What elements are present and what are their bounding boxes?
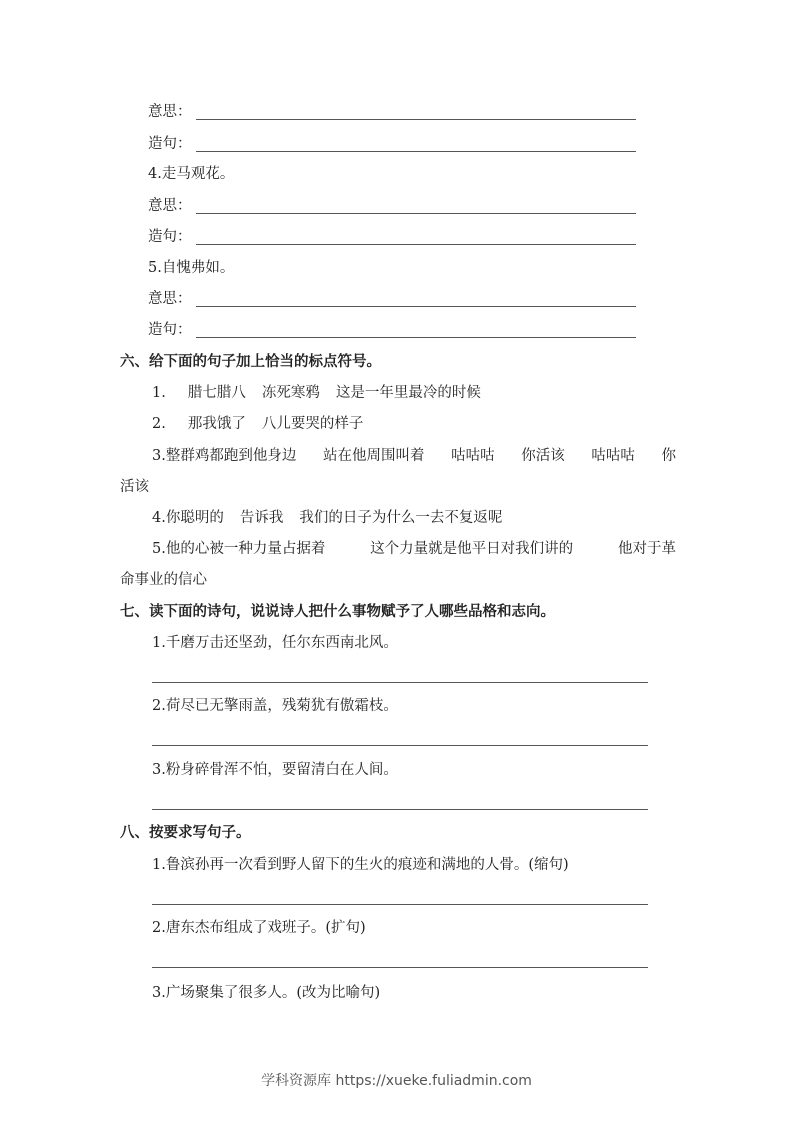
answer-line — [196, 306, 636, 307]
answer-line — [152, 809, 648, 810]
s6-item-3-cont: 活该 — [120, 479, 149, 495]
answer-line — [196, 151, 636, 152]
s6-item-4: 4.你聪明的 告诉我 我们的日子为什么一去不复返呢 — [152, 510, 503, 526]
section-7-title: 七、读下面的诗句，说说诗人把什么事物赋予了人哪些品格和志向。 — [120, 604, 555, 620]
s6-item-2: 2. 那我饿了 八儿要哭的样子 — [152, 416, 364, 432]
s6-item-5-cont: 命事业的信心 — [120, 572, 207, 588]
meaning-label: 意思： — [148, 198, 192, 214]
answer-line — [152, 967, 648, 968]
s8-item-1: 1.鲁滨孙再一次看到野人留下的生火的痕迹和满地的人骨。(缩句) — [152, 857, 569, 873]
answer-line — [152, 682, 648, 683]
answer-line — [196, 337, 636, 338]
s7-item-2: 2.荷尽已无擎雨盖，残菊犹有傲霜枝。 — [152, 698, 398, 714]
answer-line — [196, 119, 636, 120]
section-8-title: 八、按要求写句子。 — [120, 825, 251, 841]
answer-line — [196, 213, 636, 214]
sentence-label: 造句： — [148, 322, 192, 338]
s7-item-1: 1.千磨万击还坚劲，任尔东西南北风。 — [152, 635, 398, 651]
s8-item-3: 3.广场聚集了很多人。(改为比喻句) — [152, 985, 381, 1001]
idiom-5: 5.自愧弗如。 — [148, 260, 235, 276]
s7-item-3: 3.粉身碎骨浑不怕，要留清白在人间。 — [152, 762, 398, 778]
sentence-label: 造句： — [148, 136, 192, 152]
answer-line — [152, 745, 648, 746]
idiom-4: 4.走马观花。 — [148, 166, 235, 182]
section-6-title: 六、给下面的句子加上恰当的标点符号。 — [120, 354, 381, 370]
footer-watermark: 学科资源库 https://xueke.fuliadmin.com — [261, 1073, 532, 1089]
meaning-label: 意思： — [148, 104, 192, 120]
sentence-label: 造句： — [148, 229, 192, 245]
meaning-label: 意思： — [148, 291, 192, 307]
answer-line — [196, 244, 636, 245]
s6-item-5: 5.他的心被一种力量占据着 这个力量就是他平日对我们讲的 他对于革 — [152, 541, 676, 557]
s6-item-1: 1. 腊七腊八 冻死寒鸦 这是一年里最冷的时候 — [152, 385, 481, 401]
s6-item-3: 3.整群鸡都跑到他身边 站在他周围叫着 咕咕咕 你活该 咕咕咕 你 — [152, 448, 676, 464]
answer-line — [152, 904, 648, 905]
s8-item-2: 2.唐东杰布组成了戏班子。(扩句) — [152, 920, 366, 936]
